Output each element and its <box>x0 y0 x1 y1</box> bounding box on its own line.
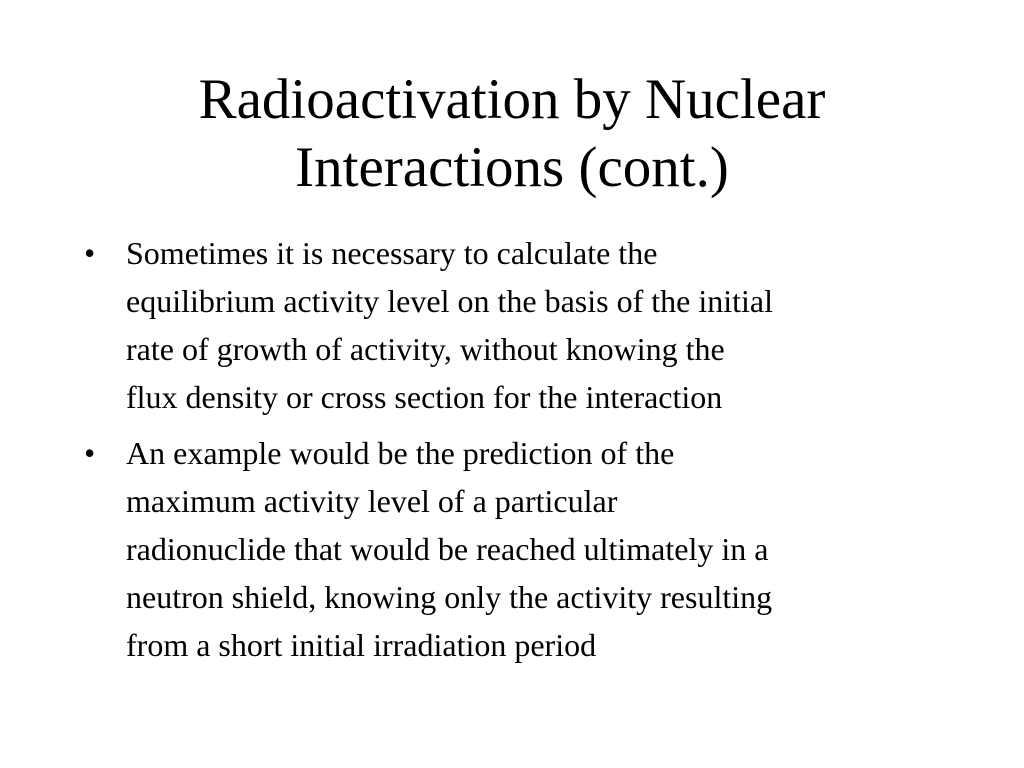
bullet-1-line-3: rate of growth of activity, without knowing the <box>126 331 725 367</box>
bullet-1-line-4: flux density or cross section for the interaction <box>126 379 723 415</box>
bullet-1-line-1: Sometimes it is necessary to calculate the <box>126 235 658 271</box>
bullet-2-line-1: An example would be the prediction of the <box>126 435 675 471</box>
bullet-2-line-2: maximum activity level of a particular <box>126 483 618 519</box>
bullet-2-line-3: radionuclide that would be reached ultimately in a <box>126 531 769 567</box>
slide-title <box>80 66 944 202</box>
bullet-2-line-5: from a short initial irradiation period <box>126 627 597 663</box>
bullet-item-1 <box>84 229 964 421</box>
title-line-1: Radioactivation by Nuclear <box>198 68 826 131</box>
bullet-list <box>84 229 964 677</box>
title-line-2: Interactions (cont.) <box>295 136 729 199</box>
bullet-item-2 <box>84 429 964 669</box>
bullet-icon: • <box>84 435 96 471</box>
bullet-1-line-2: equilibrium activity level on the basis of the initial <box>126 283 773 319</box>
bullet-2-line-4: neutron shield, knowing only the activity resulting <box>126 579 773 615</box>
bullet-icon: • <box>84 235 96 271</box>
